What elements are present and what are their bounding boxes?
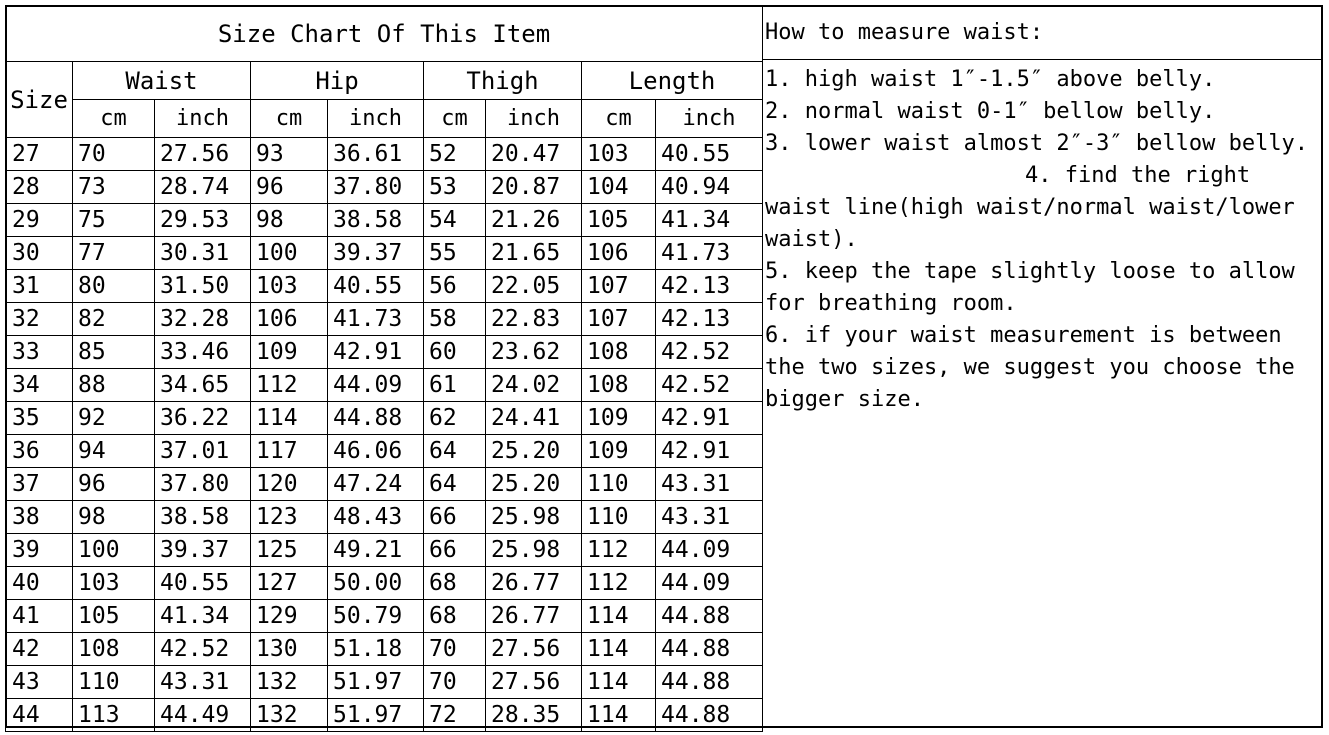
table-row <box>6 468 763 501</box>
measurement-cell: 44.88 <box>656 633 763 666</box>
size-cell: 36 <box>6 435 73 468</box>
measurement-cell: 44.49 <box>155 699 251 732</box>
measurement-cell: 106 <box>251 303 328 336</box>
measurement-cell: 33.46 <box>155 336 251 369</box>
measurement-cell: 50.00 <box>328 567 424 600</box>
measurement-cell: 70 <box>424 666 486 699</box>
guide-line-4: 4. find the right waist line(high waist/normal waist/lower waist). <box>765 163 1295 252</box>
measurement-cell: 26.77 <box>486 567 582 600</box>
measurement-cell: 24.41 <box>486 402 582 435</box>
measurement-cell: 48.43 <box>328 501 424 534</box>
measurement-cell: 44.88 <box>656 600 763 633</box>
measurement-cell: 41.73 <box>656 237 763 270</box>
size-cell: 39 <box>6 534 73 567</box>
size-cell: 37 <box>6 468 73 501</box>
measurement-cell: 132 <box>251 699 328 732</box>
measure-guide-panel <box>762 5 1323 728</box>
measurement-cell: 114 <box>251 402 328 435</box>
measurement-cell: 88 <box>73 369 155 402</box>
measurement-cell: 43.31 <box>656 501 763 534</box>
measurement-cell: 61 <box>424 369 486 402</box>
measurement-cell: 103 <box>251 270 328 303</box>
measurement-cell: 37.80 <box>155 468 251 501</box>
size-cell: 44 <box>6 699 73 732</box>
measurement-cell: 123 <box>251 501 328 534</box>
measurement-cell: 96 <box>251 171 328 204</box>
measurement-cell: 38.58 <box>155 501 251 534</box>
measurement-cell: 112 <box>582 567 656 600</box>
measurement-cell: 66 <box>424 534 486 567</box>
measurement-cell: 34.65 <box>155 369 251 402</box>
measurement-cell: 130 <box>251 633 328 666</box>
measurement-cell: 108 <box>582 336 656 369</box>
unit-header: cm <box>582 100 656 138</box>
group-header-length: Length <box>582 62 763 100</box>
measurement-cell: 110 <box>582 468 656 501</box>
size-cell: 34 <box>6 369 73 402</box>
table-row <box>6 699 763 732</box>
guide-body <box>762 60 1323 416</box>
guide-heading: How to measure waist: <box>762 5 1323 60</box>
unit-header: inch <box>328 100 424 138</box>
measurement-cell: 114 <box>582 600 656 633</box>
measurement-cell: 50.79 <box>328 600 424 633</box>
measurement-cell: 96 <box>73 468 155 501</box>
measurement-cell: 28.74 <box>155 171 251 204</box>
size-cell: 28 <box>6 171 73 204</box>
measurement-cell: 110 <box>582 501 656 534</box>
measurement-cell: 44.09 <box>656 534 763 567</box>
measurement-cell: 40.55 <box>155 567 251 600</box>
measurement-cell: 106 <box>582 237 656 270</box>
measurement-cell: 68 <box>424 567 486 600</box>
size-cell: 33 <box>6 336 73 369</box>
measurement-cell: 49.21 <box>328 534 424 567</box>
measurement-cell: 42.52 <box>656 369 763 402</box>
measurement-cell: 51.97 <box>328 699 424 732</box>
table-row <box>6 369 763 402</box>
measurement-cell: 38.58 <box>328 204 424 237</box>
measurement-cell: 103 <box>73 567 155 600</box>
measurement-cell: 94 <box>73 435 155 468</box>
measurement-cell: 100 <box>73 534 155 567</box>
unit-header: cm <box>424 100 486 138</box>
measurement-cell: 114 <box>582 666 656 699</box>
measurement-cell: 105 <box>73 600 155 633</box>
size-cell: 29 <box>6 204 73 237</box>
measurement-cell: 51.97 <box>328 666 424 699</box>
measurement-cell: 23.62 <box>486 336 582 369</box>
unit-header: inch <box>155 100 251 138</box>
table-row <box>6 336 763 369</box>
measurement-cell: 27.56 <box>486 666 582 699</box>
table-row <box>6 534 763 567</box>
table-row <box>6 171 763 204</box>
measurement-cell: 70 <box>424 633 486 666</box>
measurement-cell: 42.13 <box>656 270 763 303</box>
measurement-cell: 30.31 <box>155 237 251 270</box>
table-row <box>6 567 763 600</box>
measurement-cell: 53 <box>424 171 486 204</box>
measurement-cell: 41.34 <box>656 204 763 237</box>
measurement-cell: 47.24 <box>328 468 424 501</box>
table-row <box>6 204 763 237</box>
measurement-cell: 113 <box>73 699 155 732</box>
measurement-cell: 132 <box>251 666 328 699</box>
measurement-cell: 40.94 <box>656 171 763 204</box>
measurement-cell: 43.31 <box>656 468 763 501</box>
measurement-cell: 93 <box>251 138 328 171</box>
measurement-cell: 70 <box>73 138 155 171</box>
size-chart-table <box>5 5 763 732</box>
measurement-cell: 103 <box>582 138 656 171</box>
size-cell: 41 <box>6 600 73 633</box>
table-row <box>6 270 763 303</box>
guide-line-1: 1. high waist 1″-1.5″ above belly. <box>765 67 1216 92</box>
measurement-cell: 117 <box>251 435 328 468</box>
measurement-cell: 24.02 <box>486 369 582 402</box>
measurement-cell: 27.56 <box>155 138 251 171</box>
measurement-cell: 44.88 <box>656 666 763 699</box>
table-row <box>6 237 763 270</box>
measurement-cell: 42.91 <box>656 402 763 435</box>
measurement-cell: 77 <box>73 237 155 270</box>
unit-header: inch <box>656 100 763 138</box>
measurement-cell: 80 <box>73 270 155 303</box>
measurement-cell: 22.05 <box>486 270 582 303</box>
measurement-cell: 125 <box>251 534 328 567</box>
measurement-cell: 108 <box>582 369 656 402</box>
size-cell: 38 <box>6 501 73 534</box>
measurement-cell: 120 <box>251 468 328 501</box>
measurement-cell: 85 <box>73 336 155 369</box>
measurement-cell: 31.50 <box>155 270 251 303</box>
group-header-thigh: Thigh <box>424 62 582 100</box>
measurement-cell: 98 <box>251 204 328 237</box>
size-cell: 43 <box>6 666 73 699</box>
measurement-cell: 92 <box>73 402 155 435</box>
size-rows <box>6 138 763 732</box>
measurement-cell: 72 <box>424 699 486 732</box>
measurement-cell: 25.20 <box>486 468 582 501</box>
size-column-header: Size <box>6 62 73 138</box>
measurement-cell: 105 <box>582 204 656 237</box>
table-row <box>6 303 763 336</box>
measurement-cell: 60 <box>424 336 486 369</box>
measurement-cell: 40.55 <box>328 270 424 303</box>
measurement-cell: 46.06 <box>328 435 424 468</box>
measurement-cell: 54 <box>424 204 486 237</box>
size-cell: 30 <box>6 237 73 270</box>
measurement-cell: 36.61 <box>328 138 424 171</box>
measurement-cell: 20.87 <box>486 171 582 204</box>
measurement-cell: 28.35 <box>486 699 582 732</box>
guide-line-5: 5. keep the tape slightly loose to allow for breathing room. <box>765 259 1295 316</box>
measurement-cell: 129 <box>251 600 328 633</box>
measurement-cell: 42.52 <box>656 336 763 369</box>
unit-header: inch <box>486 100 582 138</box>
guide-line-3-4 <box>765 128 1317 256</box>
table-row <box>6 501 763 534</box>
measurement-cell: 44.09 <box>328 369 424 402</box>
measurement-cell: 112 <box>582 534 656 567</box>
measurement-cell: 37.01 <box>155 435 251 468</box>
measurement-cell: 42.91 <box>656 435 763 468</box>
size-cell: 31 <box>6 270 73 303</box>
measurement-cell: 25.98 <box>486 501 582 534</box>
table-row <box>6 633 763 666</box>
measurement-cell: 36.22 <box>155 402 251 435</box>
table-row <box>6 138 763 171</box>
measurement-cell: 55 <box>424 237 486 270</box>
measurement-cell: 44.88 <box>656 699 763 732</box>
measurement-cell: 64 <box>424 468 486 501</box>
measurement-cell: 110 <box>73 666 155 699</box>
table-row <box>6 435 763 468</box>
guide-line-2: 2. normal waist 0-1″ bellow belly. <box>765 99 1216 124</box>
guide-line-6: 6. if your waist measurement is between the two sizes, we suggest you choose the bigger size. <box>765 323 1295 412</box>
measurement-cell: 107 <box>582 303 656 336</box>
measurement-cell: 109 <box>582 435 656 468</box>
measurement-cell: 42.91 <box>328 336 424 369</box>
measurement-cell: 109 <box>251 336 328 369</box>
group-header-hip: Hip <box>251 62 424 100</box>
measurement-cell: 98 <box>73 501 155 534</box>
measurement-cell: 39.37 <box>155 534 251 567</box>
measurement-cell: 22.83 <box>486 303 582 336</box>
measurement-cell: 127 <box>251 567 328 600</box>
size-cell: 42 <box>6 633 73 666</box>
table-row <box>6 600 763 633</box>
measurement-cell: 66 <box>424 501 486 534</box>
measurement-cell: 32.28 <box>155 303 251 336</box>
measurement-cell: 68 <box>424 600 486 633</box>
measurement-cell: 108 <box>73 633 155 666</box>
table-row <box>6 666 763 699</box>
measurement-cell: 29.53 <box>155 204 251 237</box>
measurement-cell: 42.13 <box>656 303 763 336</box>
measurement-cell: 114 <box>582 699 656 732</box>
measurement-cell: 51.18 <box>328 633 424 666</box>
measurement-cell: 44.88 <box>328 402 424 435</box>
unit-header: cm <box>73 100 155 138</box>
measurement-cell: 58 <box>424 303 486 336</box>
measurement-cell: 27.56 <box>486 633 582 666</box>
size-cell: 35 <box>6 402 73 435</box>
measurement-cell: 37.80 <box>328 171 424 204</box>
size-cell: 27 <box>6 138 73 171</box>
measurement-cell: 82 <box>73 303 155 336</box>
table-row <box>6 402 763 435</box>
measurement-cell: 73 <box>73 171 155 204</box>
measurement-cell: 52 <box>424 138 486 171</box>
measurement-cell: 64 <box>424 435 486 468</box>
measurement-cell: 104 <box>582 171 656 204</box>
group-header-waist: Waist <box>73 62 251 100</box>
measurement-cell: 43.31 <box>155 666 251 699</box>
chart-title: Size Chart Of This Item <box>6 6 763 62</box>
measurement-cell: 26.77 <box>486 600 582 633</box>
measurement-cell: 62 <box>424 402 486 435</box>
measurement-cell: 112 <box>251 369 328 402</box>
measurement-cell: 100 <box>251 237 328 270</box>
measurement-cell: 56 <box>424 270 486 303</box>
measurement-cell: 39.37 <box>328 237 424 270</box>
measurement-cell: 21.26 <box>486 204 582 237</box>
measurement-cell: 107 <box>582 270 656 303</box>
measurement-cell: 75 <box>73 204 155 237</box>
unit-header: cm <box>251 100 328 138</box>
size-cell: 32 <box>6 303 73 336</box>
measurement-cell: 109 <box>582 402 656 435</box>
measurement-cell: 21.65 <box>486 237 582 270</box>
measurement-cell: 40.55 <box>656 138 763 171</box>
size-cell: 40 <box>6 567 73 600</box>
measurement-cell: 41.34 <box>155 600 251 633</box>
measurement-cell: 44.09 <box>656 567 763 600</box>
measurement-cell: 20.47 <box>486 138 582 171</box>
measurement-cell: 114 <box>582 633 656 666</box>
measurement-cell: 41.73 <box>328 303 424 336</box>
measurement-cell: 42.52 <box>155 633 251 666</box>
measurement-cell: 25.98 <box>486 534 582 567</box>
measurement-cell: 25.20 <box>486 435 582 468</box>
guide-line-3: 3. lower waist almost 2″-3″ bellow belly. <box>765 131 1309 156</box>
